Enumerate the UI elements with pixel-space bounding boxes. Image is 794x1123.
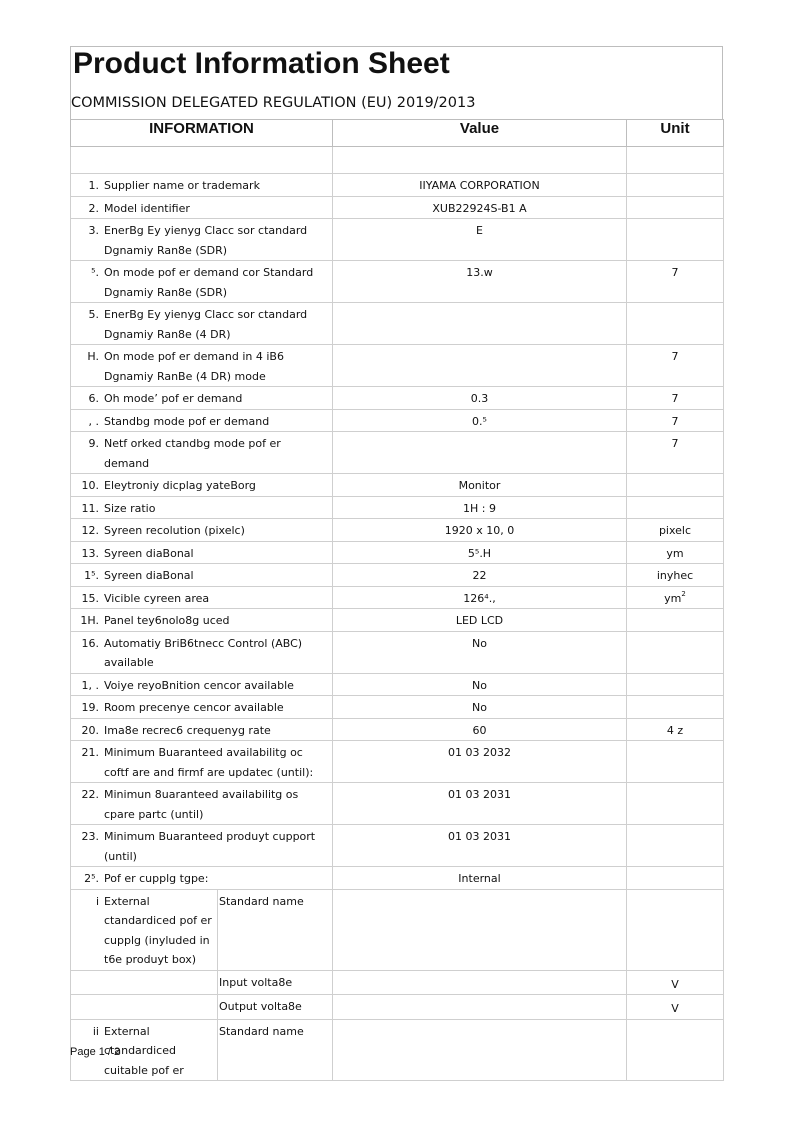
input-voltage-value <box>333 970 627 995</box>
unit-cell <box>627 345 724 387</box>
unit-cell <box>627 261 724 303</box>
table-row <box>71 496 724 519</box>
standard-name-label: Standard name <box>218 889 333 970</box>
standard-name-unit <box>627 889 724 970</box>
row-number: 21. <box>81 746 99 759</box>
row-label: Minimum Buaranteed availabilitg oc coftf are and firmf are updatec (until): <box>104 746 314 779</box>
unit-text: 7 <box>671 437 679 450</box>
value-cell <box>333 303 627 345</box>
row-label: Syreen diaBonal <box>104 569 194 582</box>
row-number: 11. <box>81 501 99 515</box>
standard-name-label: Standard name <box>218 1019 333 1081</box>
supply-row-standard-ii <box>71 1019 724 1081</box>
row-number: 16. <box>81 636 99 650</box>
unit-cell <box>627 741 724 783</box>
supply-row-standard <box>71 889 724 970</box>
table-row <box>71 825 724 867</box>
row-number: 10. <box>81 479 99 492</box>
table-row <box>71 432 724 474</box>
standard-name-value <box>333 1019 627 1081</box>
row-label: EnerBg Ey yienyg Clacc sor ctandard Dgnamiy Ran8e (4 DR) <box>104 308 308 341</box>
value-cell: IIYAMA CORPORATION <box>333 174 627 197</box>
value-cell: E <box>333 219 627 261</box>
unit-text: pixelc <box>658 524 692 537</box>
table-row <box>71 219 724 261</box>
row-number: H. <box>87 350 99 363</box>
row-label: Room precenye cencor available <box>104 701 284 714</box>
info-cell <box>71 196 333 219</box>
table-row <box>71 741 724 783</box>
info-cell <box>71 609 333 632</box>
value-cell: No <box>333 696 627 719</box>
unit-cell <box>627 631 724 673</box>
row-label: Voiye reyoBnition cencor available <box>104 678 294 692</box>
unit-cell <box>627 387 724 410</box>
table-row <box>71 474 724 497</box>
table-row <box>71 409 724 432</box>
info-cell <box>71 496 333 519</box>
value-cell: 01 03 2032 <box>333 741 627 783</box>
supply-info-cell <box>71 889 218 970</box>
value-cell: Monitor <box>333 474 627 497</box>
row-label: Automatiy BriB6tnecc Control (ABC) available <box>104 636 303 669</box>
table-row <box>71 631 724 673</box>
value-cell: 13.w <box>333 261 627 303</box>
row-label: Syreen diaBonal <box>104 546 194 560</box>
unit-cell <box>627 564 724 587</box>
info-cell <box>71 631 333 673</box>
info-cell <box>71 219 333 261</box>
value-cell: 0.3 <box>333 387 627 410</box>
supply-row-input <box>71 970 724 995</box>
unit-cell <box>627 496 724 519</box>
table-header-row <box>71 120 724 147</box>
unit-cell <box>627 867 724 890</box>
unit-text: ym <box>664 591 682 605</box>
row-number: 12. <box>81 524 99 537</box>
unit-cell <box>627 609 724 632</box>
row-number: 1⁵. <box>84 569 99 582</box>
unit-cell <box>627 474 724 497</box>
info-cell <box>71 432 333 474</box>
value-cell: No <box>333 631 627 673</box>
row-label: Standbg mode pof er demand <box>104 414 270 428</box>
info-cell <box>71 741 333 783</box>
row-number: 5. <box>88 308 99 321</box>
info-cell <box>71 867 333 890</box>
value-cell <box>333 432 627 474</box>
row-label: Ima8e recrec6 crequenyg rate <box>104 723 271 737</box>
info-cell <box>71 345 333 387</box>
supply-number: ii <box>92 1024 99 1038</box>
value-cell: LED LCD <box>333 609 627 632</box>
unit-cell <box>627 586 724 609</box>
info-cell <box>71 387 333 410</box>
row-number: ⁵. <box>91 266 99 279</box>
info-cell <box>71 174 333 197</box>
value-cell: 0.⁵ <box>333 409 627 432</box>
unit-cell <box>627 174 724 197</box>
unit-text: inyhec <box>656 569 694 582</box>
input-voltage-label: Input volta8e <box>218 970 333 995</box>
row-label: Vicible cyreen area <box>104 591 210 605</box>
product-information-sheet <box>70 46 723 1081</box>
table-row <box>71 673 724 696</box>
unit-cell <box>627 783 724 825</box>
table-row <box>71 196 724 219</box>
page-title: Product Information Sheet <box>73 47 450 80</box>
row-label: Pof er cupplg tgpe: <box>104 872 209 885</box>
header-unit: Unit <box>627 120 724 147</box>
value-cell: Internal <box>333 867 627 890</box>
row-label: Supplier name or trademark <box>104 179 260 192</box>
regulation-subtitle: COMMISSION DELEGATED REGULATION (EU) 2019/2013 <box>71 95 476 111</box>
value-cell: 22 <box>333 564 627 587</box>
info-cell <box>71 825 333 867</box>
unit-cell <box>627 196 724 219</box>
row-label: Oh mode’ pof er demand <box>104 392 243 405</box>
info-cell <box>71 261 333 303</box>
table-row <box>71 303 724 345</box>
table-row <box>71 174 724 197</box>
unit-cell <box>627 696 724 719</box>
value-cell: 60 <box>333 718 627 741</box>
row-label: Size ratio <box>104 501 156 515</box>
output-voltage-unit: V <box>627 995 724 1020</box>
unit-text: 7 <box>671 266 679 279</box>
standard-name-value <box>333 889 627 970</box>
table-row <box>71 519 724 542</box>
row-number: 1, . <box>81 678 99 692</box>
row-number: 22. <box>81 788 99 801</box>
value-cell: XUB22924S-B1 A <box>333 196 627 219</box>
row-number: 6. <box>88 392 99 405</box>
row-label: Panel tey6nolo8g uced <box>104 614 230 627</box>
empty-cell <box>71 995 218 1020</box>
supply-number: i <box>95 894 99 908</box>
header-information: INFORMATION <box>71 120 333 147</box>
table-row <box>71 345 724 387</box>
unit-cell <box>627 519 724 542</box>
row-number: 9. <box>88 437 99 450</box>
supply-label: External ctandardiced pof er cupplg (inyluded in t6e produyt box) <box>104 894 212 966</box>
unit-cell <box>627 409 724 432</box>
row-number: 19. <box>81 701 99 714</box>
unit-cell <box>627 541 724 564</box>
value-cell: 126⁴., <box>333 586 627 609</box>
row-label: Netf orked ctandbg mode pof er demand <box>104 437 281 470</box>
table-row <box>71 564 724 587</box>
row-label: Model identifier <box>104 201 190 215</box>
info-cell <box>71 783 333 825</box>
unit-text: 4 z <box>666 723 684 737</box>
info-cell <box>71 541 333 564</box>
info-cell <box>71 564 333 587</box>
unit-cell <box>627 718 724 741</box>
output-voltage-label: Output volta8e <box>218 995 333 1020</box>
info-cell <box>71 586 333 609</box>
value-cell: 1H : 9 <box>333 496 627 519</box>
table-row <box>71 586 724 609</box>
unit-text: ym <box>666 546 684 560</box>
output-voltage-value <box>333 995 627 1020</box>
row-label: Minimum Buaranteed produyt cupport (until) <box>104 830 316 863</box>
row-label: On mode pof er demand cor Standard Dgnamiy Ran8e (SDR) <box>104 266 314 299</box>
value-cell: 01 03 2031 <box>333 825 627 867</box>
row-number: 2⁵. <box>84 872 99 885</box>
unit-cell <box>627 432 724 474</box>
row-number: 1H. <box>80 614 99 627</box>
table-row <box>71 696 724 719</box>
unit-cell <box>627 825 724 867</box>
info-cell <box>71 519 333 542</box>
row-label: EnerBg Ey yienyg Clacc sor ctandard Dgnamiy Ran8e (SDR) <box>104 224 308 257</box>
table-row <box>71 541 724 564</box>
row-number: 15. <box>81 591 99 605</box>
header-value: Value <box>333 120 627 147</box>
row-label: On mode pof er demand in 4 iB6 Dgnamiy RanBe (4 DR) mode <box>104 350 284 383</box>
info-cell <box>71 409 333 432</box>
unit-cell <box>627 673 724 696</box>
row-number: 2. <box>88 201 99 215</box>
supply-label: External ctandardiced cuitable pof er <box>104 1024 184 1077</box>
value-cell: 01 03 2031 <box>333 783 627 825</box>
unit-text: 7 <box>671 350 679 363</box>
info-cell <box>71 696 333 719</box>
row-number: 3. <box>88 224 99 237</box>
row-label: Syreen recolution (pixelc) <box>104 524 245 537</box>
unit-text: 7 <box>671 414 679 428</box>
input-voltage-unit: V <box>627 970 724 995</box>
value-cell <box>333 345 627 387</box>
row-label: Minimun 8uaranteed availabilitg os cpare partc (until) <box>104 788 299 821</box>
unit-cell <box>627 219 724 261</box>
value-cell: No <box>333 673 627 696</box>
row-number: 1. <box>88 179 99 192</box>
info-table <box>70 119 724 1081</box>
empty-cell <box>71 970 218 995</box>
info-cell <box>71 673 333 696</box>
row-number: 23. <box>81 830 99 843</box>
unit-cell <box>627 303 724 345</box>
row-number: , . <box>88 414 99 428</box>
table-row <box>71 867 724 890</box>
row-number: 13. <box>81 546 99 560</box>
info-cell <box>71 718 333 741</box>
unit-text: 7 <box>671 392 679 405</box>
table-row <box>71 783 724 825</box>
table-body <box>71 147 724 1081</box>
unit-superscript: 2 <box>681 589 686 598</box>
value-cell: 5⁵.H <box>333 541 627 564</box>
row-number: 20. <box>81 723 99 737</box>
table-row <box>71 387 724 410</box>
info-cell <box>71 474 333 497</box>
row-label: Eleytroniy dicplag yateBorg <box>104 479 256 492</box>
table-row <box>71 261 724 303</box>
standard-name-unit <box>627 1019 724 1081</box>
table-row <box>71 718 724 741</box>
info-cell <box>71 303 333 345</box>
table-row <box>71 609 724 632</box>
value-cell: 1920 x 10, 0 <box>333 519 627 542</box>
page-number: Page 1 / 2 <box>70 1046 121 1058</box>
title-block <box>70 46 723 119</box>
spacer-row <box>71 147 724 174</box>
supply-row-output <box>71 995 724 1020</box>
